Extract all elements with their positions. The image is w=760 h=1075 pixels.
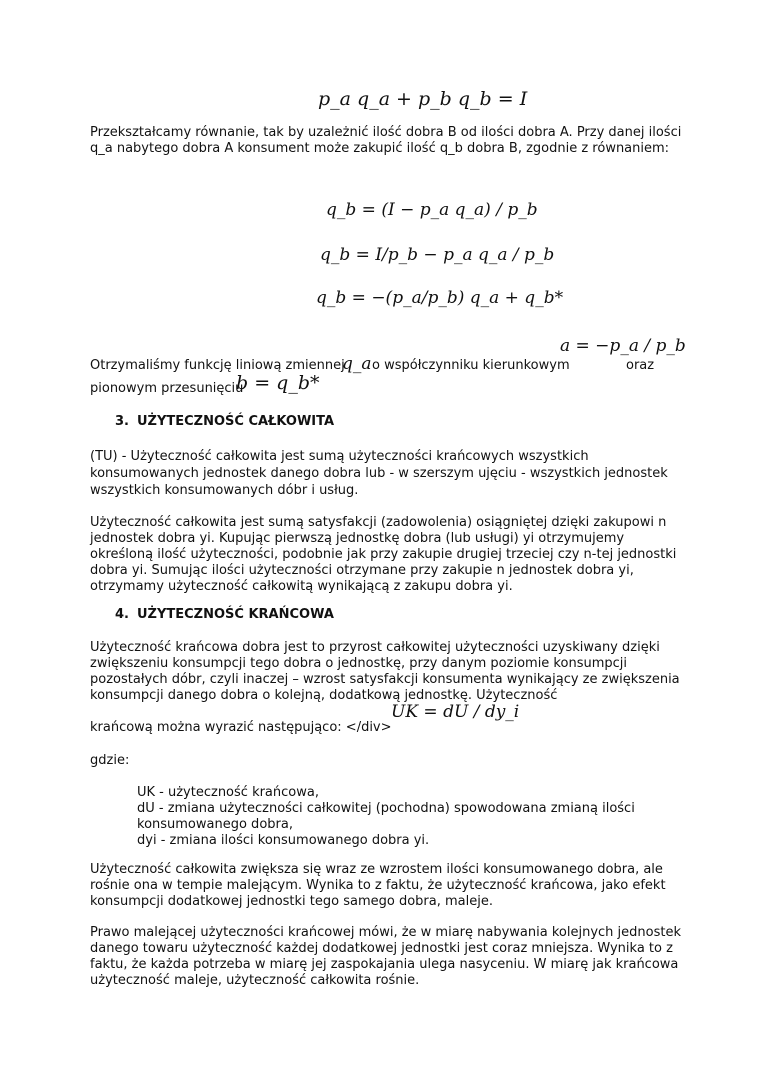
list-item: dU - zmiana użyteczności całkowitej (pochodna) spowodowana zmianą ilości konsumowanego dobra, [137,801,635,832]
heading-title: UŻYTECZNOŚĆ CAŁKOWITA [137,414,335,429]
budget-equation: p_a q_a + p_b q_b = I [318,88,528,110]
equation-qb-line2: q_b = I/p_b − p_a q_a / p_b [320,245,555,265]
heading-title: UŻYTECZNOŚĆ KRAŃCOWA [137,607,334,622]
paragraph-marginal-utility-definition: Użyteczność krańcowa dobra jest to przyrost całkowitej użyteczności uzyskiwany dzięki zwiększeniu konsumpcji tego dobra o jednostkę, przy danym poziomie konsumpcji pozostałych dóbr, czyli inaczej – wzrost satysfakcji konsumenta wynikający ze zwiększenia konsumpcji danego dobra o kolejną, dodatkową jednostkę. Użyteczność [90,640,680,703]
equation-qb-line3: q_b = −(p_a/p_b) q_a + q_b* [316,288,564,308]
linear-text-a: Otrzymaliśmy funkcję liniową zmiennej [90,358,345,373]
linear-text-c: oraz [626,358,655,373]
heading-number: 3. [115,414,129,429]
marginal-utility-tail: krańcową można wyrazić następująco: </div> [90,720,392,735]
paragraph-total-utility-description: Użyteczność całkowita jest sumą satysfakcji (zadowolenia) osiągniętej dzięki zakupowi n jednostek dobra yi. Kupując pierwszą jednostkę dobra (lub usługi) yi otrzymujemy określoną ilość użyteczności, podobnie jak przy zakupie drugiej trzeciej czy n-tej jednostki dobra yi. Sumując ilości użyteczności otrzymane przy zakupie n jednostek dobra yi, otrzymamy użyteczność całkowitą wynikającą z zakupu dobra yi. [90,515,677,594]
heading-number: 4. [115,607,129,622]
equation-qb-line1: q_b = (I − p_a q_a) / p_b [326,200,538,220]
intercept-formula: b = q_b* [236,372,320,394]
paragraph-utility-growth: Użyteczność całkowita zwiększa się wraz ze wzrostem ilości konsumowanego dobra, ale rośnie ona w tempie malejącym. Wynika to z faktu, że użyteczność krańcowa, jako efekt konsumpcji dodatkowej jednostki tego samego dobra, maleje. [90,862,666,909]
paragraph-diminishing-law: Prawo malejącej użyteczności krańcowej mówi, że w miarę nabywania kolejnych jednostek danego towaru użyteczność każdej dodatkowej jednostki jest coraz mniejsza. Wynika to z faktu, że każda potrzeba w miarę jej zaspokajania ulega nasyceniu. W miarę jak krańcowa użyteczność maleje, użyteczność całkowita rośnie. [90,925,681,988]
paragraph-total-utility-definition: (TU) - Użyteczność całkowita jest sumą użyteczności krańcowych wszystkich konsumowanych jednostek danego dobra lub - w szerszym ujęciu - wszystkich jednostek wszystkich konsumowanych dóbr i usług. [90,449,668,498]
heading-marginal-utility [115,607,334,623]
linear-text-b: o współczynniku kierunkowym [372,358,570,373]
gdzie-label: gdzie: [90,753,130,768]
linear-text-d: pionowym przesunięciu [90,381,244,396]
list-item: dyi - zmiana ilości konsumowanego dobra yi. [137,833,430,848]
paragraph-transform: Przekształcamy równanie, tak by uzależnić ilość dobra B od ilości dobra A. Przy danej ilości q_a nabytego dobra A konsument może zakupić ilość q_b dobra B, zgodnie z równaniem: [90,125,682,156]
heading-total-utility [115,414,334,430]
slope-formula: a = −p_a / p_b [560,336,686,356]
uk-formula: UK = dU / dy_i [391,702,520,722]
legend-list [137,785,657,849]
list-item: UK - użyteczność krańcowa, [137,785,319,800]
variable-qa: q_a [342,354,372,374]
